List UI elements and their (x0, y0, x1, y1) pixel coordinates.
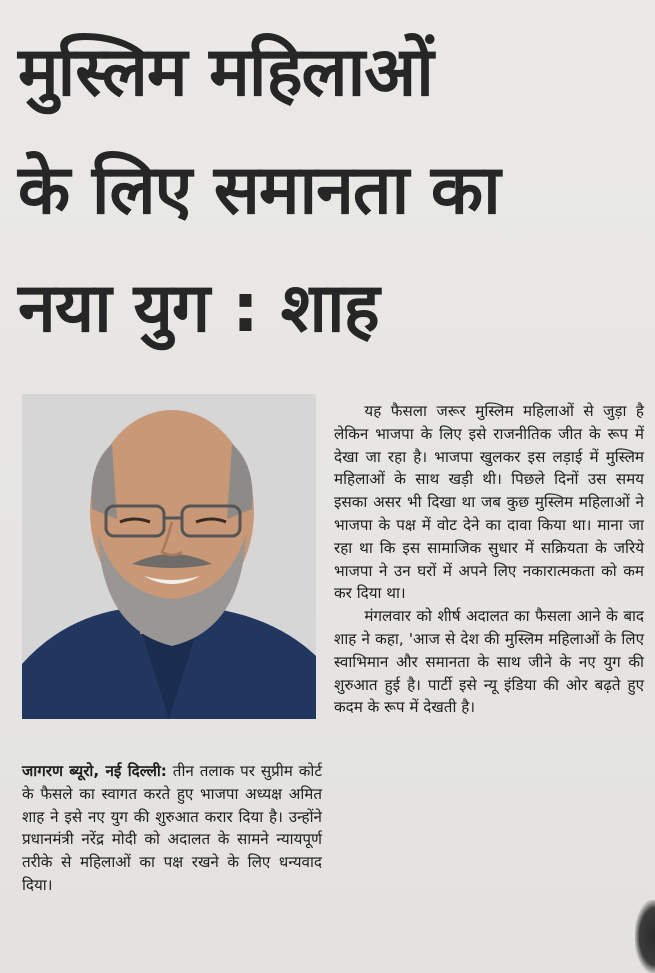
portrait-illustration (22, 394, 316, 719)
body-paragraph-1: यह फैसला जरूर मुस्लिम महिलाओं से जुड़ा है लेकिन भाजपा के लिए इसे राजनीतिक जीत के रूप में देखा जा रहा है। भाजपा खुलकर इस लड़ाई में मुस्लिम महिलाओं के साथ खड़ी थी। पिछले दिनों उस समय इसका असर भी दिखा था जब कुछ मुस्लिम महिलाओं ने भाजपा के पक्ष में वोट देने का दावा किया था। माना जा रहा था कि इस सामाजिक सुधार में सक्रियता के जरिये भाजपा ने उन घरों में अपने लिए नकारात्मकता को कम कर दिया था। (334, 402, 644, 603)
body-paragraph-2: मंगलवार को शीर्ष अदालत का फैसला आने के बाद शाह ने कहा, 'आज से देश की मुस्लिम महिलाओं के लिए स्वाभिमान और समानता के साथ जीने के नए युग की शुरुआत हुई है। पार्टी इसे न्यू इंडिया की ओर बढ़ते हुए कदम के रूप में देखती है। (334, 607, 644, 717)
dateline: जागरण ब्यूरो, नई दिल्ली: (22, 762, 167, 780)
article-body-left-column (22, 760, 322, 897)
headline-line-2: के लिए समानता का (18, 151, 500, 230)
lead-paragraph (22, 760, 322, 897)
headline-line-3: नया युग : शाह (18, 269, 379, 348)
headline-line-1: मुस्लिम महिलाओं (18, 33, 433, 112)
portrait-photo (22, 394, 316, 719)
article-body-right-column (334, 400, 644, 719)
lead-text: तीन तलाक पर सुप्रीम कोर्ट के फैसले का स्वागत करते हुए भाजपा अध्यक्ष अमित शाह ने इसे नए युग की शुरुआत करार दिया है। उन्होंने प्रधानमंत्री नरेंद्र मोदी को अदालत के सामने न्यायपूर्ण तरीके से महिलाओं का पक्ष रखने के लिए धन्यवाद दिया। (22, 762, 322, 894)
page-edge-shadow (635, 900, 655, 973)
headline (18, 14, 648, 368)
